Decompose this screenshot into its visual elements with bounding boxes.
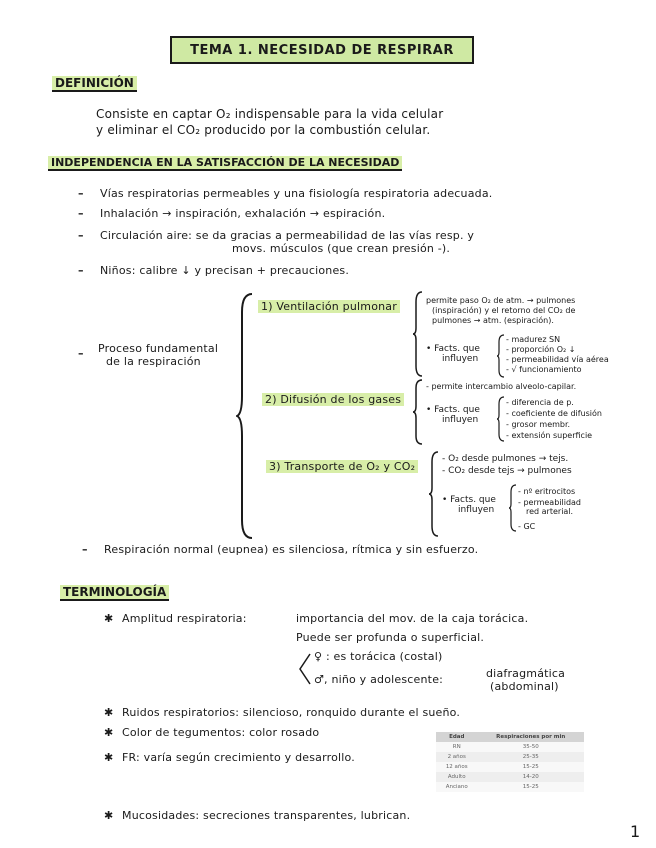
- table-cell: RN: [436, 742, 477, 752]
- terminologia-heading: TERMINOLOGÍA: [60, 585, 169, 601]
- ventilacion-factor-2: - proporción O₂ ↓: [506, 345, 576, 354]
- transporte-factores-1: • Facts. que: [442, 495, 496, 505]
- difusion-factor-3: - grosor membr.: [506, 420, 571, 429]
- transporte-desc-1-text: O₂ desde pulmones → tejs.: [448, 454, 569, 464]
- transporte-factor-1: - nº eritrocitos: [518, 487, 576, 496]
- table-cell: 15-25: [477, 762, 584, 772]
- transporte-factor-2-text: permeabilidad: [523, 498, 582, 507]
- amplitud-angle-icon: [298, 652, 312, 686]
- amplitud-line-2: Puede ser profunda o superficial.: [296, 631, 485, 644]
- ventilacion-label: 1) Ventilación pulmonar: [258, 300, 400, 313]
- ruidos-star: ✱: [104, 706, 114, 719]
- definicion-line-1: Consiste en captar O₂ indispensable para la vida celular: [96, 107, 444, 121]
- respiration-rate-table: [436, 732, 584, 792]
- table-row: [436, 762, 584, 772]
- transporte-label: 3) Transporte de O₂ y CO₂: [266, 460, 418, 473]
- table-cell: 14-20: [477, 772, 584, 782]
- difusion-factores-2: influyen: [442, 415, 479, 425]
- definicion-line-2: y eliminar el CO₂ producido por la combustión celular.: [96, 123, 431, 137]
- proceso-dash: –: [78, 347, 84, 360]
- difusion-factor-2: - coeficiente de difusión: [506, 409, 602, 418]
- ventilacion-desc-2: (inspiración) y el retorno del CO₂ de: [432, 306, 576, 315]
- difusion-factores-1: • Facts. que: [426, 405, 480, 415]
- page-title: [170, 36, 474, 64]
- table-cell: 12 años: [436, 762, 477, 772]
- independencia-item-4: – Niños: calibre ↓ y precisan + precauciones.: [100, 264, 349, 277]
- transporte-desc-2: - CO₂ desde tejs → pulmones: [442, 466, 572, 476]
- ventilacion-factor-2-text: proporción O₂ ↓: [511, 345, 576, 354]
- difusion-factor-1-text: diferencia de p.: [511, 398, 574, 407]
- ventilacion-desc-1: permite paso O₂ de atm. → pulmones: [426, 296, 576, 305]
- table-row: [436, 782, 584, 792]
- difusion-factor-2-text: coeficiente de difusión: [511, 409, 602, 418]
- transporte-factor-1-text: nº eritrocitos: [523, 487, 576, 496]
- amplitud-line-1: importancia del mov. de la caja torácica.: [296, 612, 529, 625]
- ventilacion-brace-icon: [412, 290, 424, 378]
- transporte-factors-brace-icon: [508, 484, 518, 532]
- transporte-factor-2: - permeabilidad: [518, 498, 582, 507]
- independencia-item-2: – Inhalación → inspiración, exhalación → espiración.: [100, 207, 385, 220]
- transporte-factor-4-text: GC: [523, 522, 536, 531]
- table-cell: 15-25: [477, 782, 584, 792]
- ventilacion-factor-1-text: madurez SN: [511, 335, 561, 344]
- transporte-brace-icon: [428, 450, 440, 538]
- transporte-factor-4: - GC: [518, 522, 536, 531]
- difusion-desc-text: permite intercambio alveolo-capilar.: [431, 382, 577, 391]
- fr-star: ✱: [104, 751, 114, 764]
- difusion-factor-4: - extensión superficie: [506, 431, 593, 440]
- independencia-item-3: – Circulación aire: se da gracias a permeabilidad de las vías resp. y: [100, 229, 474, 242]
- transporte-desc-1: - O₂ desde pulmones → tejs.: [442, 454, 569, 464]
- amplitud-male-2b: (abdominal): [490, 680, 559, 693]
- transporte-desc-2-text: CO₂ desde tejs → pulmones: [448, 466, 572, 476]
- mucosidades-item: Mucosidades: secreciones transparentes, lubrican.: [122, 809, 411, 822]
- transporte-factores-2: influyen: [458, 505, 495, 515]
- amplitud-male: ♂, niño y adolescente:: [314, 673, 444, 686]
- amplitud-star: ✱: [104, 612, 114, 625]
- color-item: Color de tegumentos: color rosado: [122, 726, 320, 739]
- ruidos-item: Ruidos respiratorios: silencioso, ronquido durante el sueño.: [122, 706, 461, 719]
- mucosidades-star: ✱: [104, 809, 114, 822]
- table-row: [436, 742, 584, 752]
- table-row: [436, 752, 584, 762]
- amplitud-male-2a: diafragmática: [486, 667, 566, 680]
- definicion-heading: DEFINICIÓN: [52, 76, 137, 92]
- table-cell: 35-50: [477, 742, 584, 752]
- ventilacion-factor-4-text: √ funcionamiento: [511, 365, 582, 374]
- ventilacion-factor-1: - madurez SN: [506, 335, 561, 344]
- eupnea-item: – Respiración normal (eupnea) es silenciosa, rítmica y sin esfuerzo.: [104, 543, 478, 556]
- independencia-item-1: – Vías respiratorias permeables y una fisiología respiratoria adecuada.: [100, 187, 492, 200]
- color-star: ✱: [104, 726, 114, 739]
- page-title-text: TEMA 1. NECESIDAD DE RESPIRAR: [190, 42, 454, 58]
- difusion-factors-brace-icon: [496, 396, 506, 442]
- ventilacion-factors-brace-icon: [496, 334, 506, 378]
- difusion-factor-4-text: extensión superficie: [511, 431, 593, 440]
- ventilacion-factor-4: - √ funcionamiento: [506, 365, 582, 374]
- amplitud-label: Amplitud respiratoria:: [122, 612, 247, 625]
- difusion-factor-1: - diferencia de p.: [506, 398, 574, 407]
- fr-item: FR: varía según crecimiento y desarrollo.: [122, 751, 355, 764]
- table-header-rate: Respiraciones por min: [477, 732, 584, 742]
- table-header-row: [436, 732, 584, 742]
- table-row: [436, 772, 584, 782]
- ventilacion-desc-3: pulmones → atm. (espiración).: [432, 316, 554, 325]
- proceso-label-2: de la respiración: [106, 355, 201, 368]
- table-header-age: Edad: [436, 732, 477, 742]
- ventilacion-factores-1: • Facts. que: [426, 344, 480, 354]
- table-cell: 25-35: [477, 752, 584, 762]
- ventilacion-factor-3: - permeabilidad vía aérea: [506, 355, 609, 364]
- independencia-item-3-cont: movs. músculos (que crean presión -).: [232, 242, 451, 255]
- ventilacion-factores-2: influyen: [442, 354, 479, 364]
- difusion-factor-3-text: grosor membr.: [511, 420, 571, 429]
- table-cell: Anciano: [436, 782, 477, 792]
- ventilacion-factor-3-text: permeabilidad vía aérea: [511, 355, 609, 364]
- page-number: 1: [630, 822, 641, 841]
- difusion-desc: - permite intercambio alveolo-capilar.: [426, 382, 577, 391]
- table-cell: Adulto: [436, 772, 477, 782]
- difusion-label: 2) Difusión de los gases: [262, 393, 404, 406]
- ventilacion-factores-1-text: Facts. que: [434, 344, 480, 354]
- table-cell: 2 años: [436, 752, 477, 762]
- big-brace-icon: [236, 292, 254, 540]
- proceso-label-1: Proceso fundamental: [98, 342, 219, 355]
- transporte-factores-1-text: Facts. que: [450, 495, 496, 505]
- amplitud-female: ♀ : es torácica (costal): [314, 650, 443, 663]
- transporte-factor-3: red arterial.: [526, 507, 574, 516]
- difusion-brace-icon: [412, 378, 424, 446]
- independencia-heading: INDEPENDENCIA EN LA SATISFACCIÓN DE LA NECESIDAD: [48, 156, 402, 171]
- difusion-factores-1-text: Facts. que: [434, 405, 480, 415]
